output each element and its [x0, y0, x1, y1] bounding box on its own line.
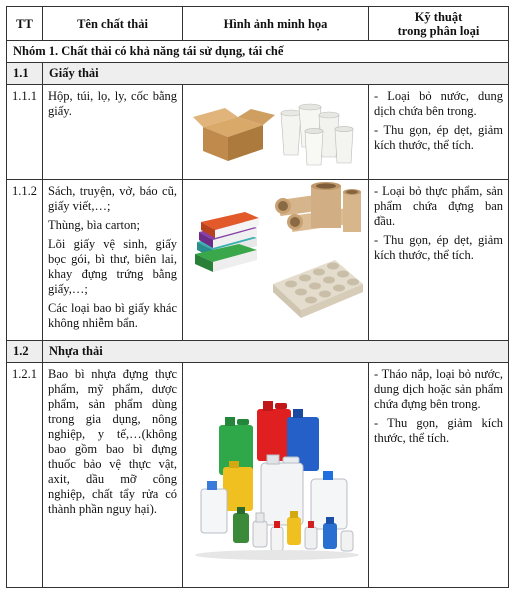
- cardboard-box-image: [193, 108, 275, 161]
- waste-name: Hộp, túi, lọ, ly, cốc bằng giấy.: [48, 89, 177, 118]
- waste-name: Thùng, bìa carton;: [48, 218, 140, 232]
- section-title: Nhựa thải: [49, 344, 103, 358]
- books-stack-image: [195, 212, 259, 272]
- table-row: [7, 85, 509, 180]
- section-title: Giấy thải: [49, 66, 99, 80]
- header-tt: TT: [7, 7, 43, 41]
- row-number: 1.2.1: [12, 367, 37, 381]
- table-row: [7, 363, 509, 588]
- table-row: [7, 180, 509, 341]
- technique-step: - Thu gọn, ép dẹt, giảm kích thước, thể tích.: [374, 123, 503, 152]
- header-waste-name: Tên chất thải: [43, 7, 183, 41]
- waste-name: Sách, truyện, vở, báo cũ, giấy viết,…;: [48, 184, 177, 213]
- waste-name: Lõi giấy vệ sinh, giấy bọc gói, bì thư, biên lai, khay đựng trứng bằng giấy,…;: [48, 237, 177, 296]
- technique-step: - Thu gọn, giảm kích thước, thể tích.: [374, 416, 503, 445]
- group-title: Nhóm 1. Chất thải có khả năng tái sử dụng, tái chế: [13, 44, 284, 58]
- row-number: 1.1.2: [12, 184, 37, 198]
- illustration-cell: [183, 85, 369, 180]
- paper-items-illustration: [183, 85, 368, 175]
- header-technique-line2: trong phân loại: [397, 23, 480, 38]
- row-number: 1.1.1: [12, 89, 37, 103]
- waste-classification-table: [6, 6, 509, 588]
- header-technique-line1: Kỹ thuật: [414, 9, 463, 24]
- technique-step: - Loại bỏ nước, dung dịch chứa bên trong.: [374, 89, 503, 118]
- group-row: [7, 41, 509, 63]
- technique-step: - Loại bỏ thực phẩm, sản phẩm chứa đựng ban đầu.: [374, 184, 503, 228]
- waste-name: Bao bì nhựa đựng thực phẩm, mỹ phẩm, dược phẩm, sản phẩm dùng trong gia dụng, nông nghiệp, y tế,…(không bao gồm bao bì đựng thuốc bảo vệ thực vật, axit, dầu mỡ công nghiệp, chất tẩy rửa có thành phần nguy hại).: [48, 367, 177, 516]
- technique-step: - Thu gọn, ép dẹt, giảm kích thước, thể tích.: [374, 233, 503, 262]
- paper-tubes-image: [275, 182, 361, 232]
- egg-tray-image: [273, 260, 363, 318]
- header-illustration: Hình ảnh minh họa: [183, 7, 369, 41]
- paper-cups-image: [281, 104, 353, 165]
- plastic-containers-illustration: [183, 363, 368, 583]
- illustration-cell: [183, 363, 369, 588]
- section-row-paper: [7, 63, 509, 85]
- waste-name: Các loại bao bì giấy khác không nhiễm bẩn.: [48, 301, 177, 330]
- illustration-cell: [183, 180, 369, 341]
- paper-products-illustration: [183, 180, 368, 336]
- table-header-row: [7, 7, 509, 41]
- plastic-containers-image: [195, 401, 359, 560]
- section-number: 1.2: [13, 344, 29, 358]
- section-row-plastic: [7, 341, 509, 363]
- technique-step: - Tháo nắp, loại bỏ nước, dung dịch hoặc sản phẩm chứa đựng bên trong.: [374, 367, 503, 411]
- section-number: 1.1: [13, 66, 29, 80]
- header-technique: [369, 7, 509, 41]
